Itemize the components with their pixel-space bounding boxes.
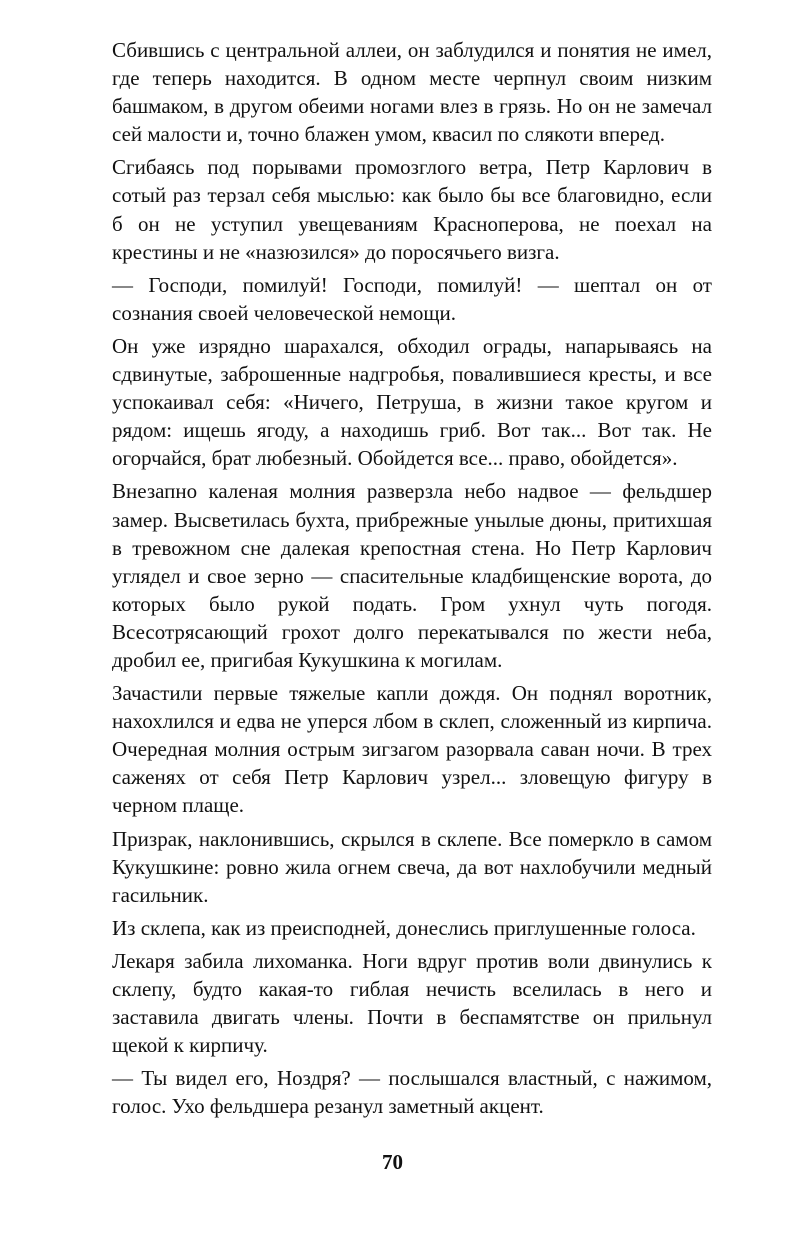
body-text xyxy=(112,36,712,1125)
paragraph: Он уже изрядно шарахался, обходил ограды, напарываясь на сдвинутые, заброшенные надгробья, повалившиеся кресты, и все успокаивал себя: «Ничего, Петруша, в жизни такое кругом и рядом: ищешь ягоду, а находишь гриб. Вот так... Вот так. Не огорчайся, брат любезный. Обойдется все... право, обойдется». xyxy=(112,333,712,471)
paragraph: Сгибаясь под порывами промозглого ветра, Петр Карлович в сотый раз терзал себя мыслью: как было бы все благовидно, если б он не уступил увещеваниям Красноперова, не поехал на крестины и не «назюзился» до поросячьего визга. xyxy=(112,155,712,264)
paragraph: Лекаря забила лихоманка. Ноги вдруг против воли двинулись к склепу, будто какая-то гиблая нечисть вселилась в него и заставила двигать члены. Почти в беспамятстве он прильнул щекой к кирпичу. xyxy=(112,948,712,1058)
paragraph: — Ты видел его, Ноздря? — послышался властный, с нажимом, голос. Ухо фельдшера резанул заметный акцент. xyxy=(112,1066,712,1119)
paragraph: Сбившись с центральной аллеи, он заблудился и понятия не имел, где теперь находится. В одном месте черпнул своим низким башмаком, в другом обеими ногами влез в грязь. Но он не замечал сей малости и, точно блажен умом, квасил по слякоти вперед. xyxy=(112,38,712,147)
paragraph: Призрак, наклонившись, скрылся в склепе. Все померкло в самом Кукушкине: ровно жила огнем свеча, да вот нахлобучили медный гасильник. xyxy=(112,826,712,907)
paragraph: Из склепа, как из преисподней, донеслись приглушенные голоса. xyxy=(112,915,696,940)
paragraph: Зачастили первые тяжелые капли дождя. Он поднял воротник, нахохлился и едва не уперся лбом в склеп, сложенный из кирпича. Очередная молния острым зигзагом разорвала саван ночи. В трех саженях от себя Петр Карлович узрел... зловещую фигуру в черном плаще. xyxy=(112,681,712,818)
paragraph: — Господи, помилуй! Господи, помилуй! — шептал он от сознания своей человеческой немощи. xyxy=(112,272,712,325)
page-number: 70 xyxy=(382,1150,403,1174)
paragraph: Внезапно каленая молния разверзла небо надвое — фельдшер замер. Высветилась бухта, прибрежные унылые дюны, притихшая в тревожном сне далекая крепостная стена. Но Петр Карлович углядел и свое зерно — спасительные кладбищенские ворота, до которых было рукой подать. Гром ухнул чуть погодя. Всесотрясающий грохот долго перекатывался по жести неба, дробил ее, пригибая Кукушкина к могилам. xyxy=(112,479,712,672)
